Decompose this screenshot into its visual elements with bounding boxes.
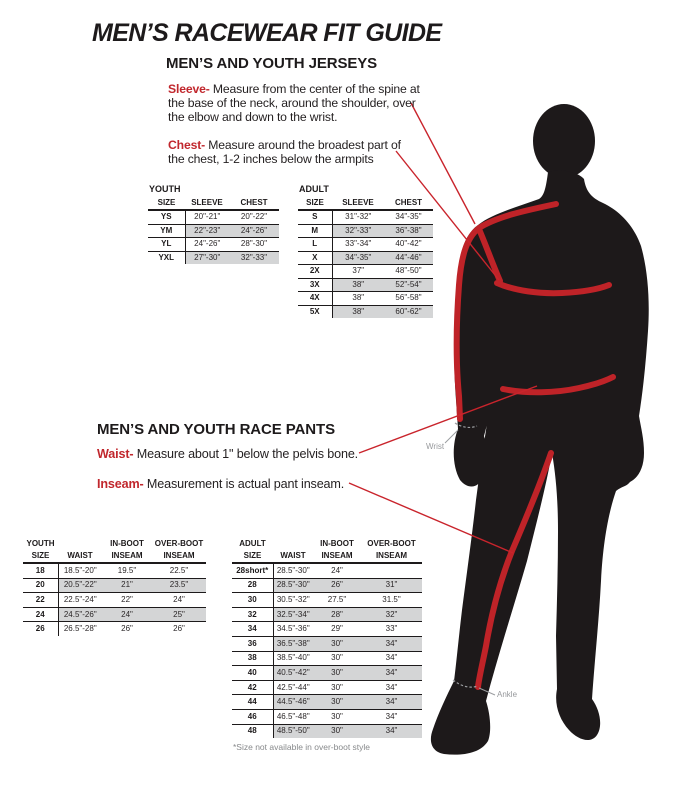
table-row [232, 651, 422, 666]
waist-description [97, 447, 358, 461]
size-cell: 4X [298, 292, 332, 306]
column-header-top: OVER-BOOT [154, 539, 204, 548]
column-header: SLEEVE [332, 197, 384, 210]
inseam-term-label: Inseam- [97, 477, 144, 491]
value-cell: 32.5"-34" [273, 607, 313, 622]
value-cell: 30" [313, 651, 361, 666]
column-header: CHEST [384, 197, 433, 210]
value-cell: 24.5"-26" [58, 607, 102, 622]
waist-description-text: Measure about 1" below the pelvis bone. [133, 447, 359, 461]
value-cell: 30" [313, 695, 361, 710]
table-row [232, 636, 422, 651]
size-cell: 2X [298, 265, 332, 279]
ankle-label: Ankle [497, 690, 518, 699]
value-cell: 24" [313, 563, 361, 578]
sleeve-term-label: Sleeve- [168, 82, 210, 96]
wrist-label: Wrist [426, 442, 445, 451]
table-row [298, 251, 433, 265]
column-header-top: OVER-BOOT [367, 539, 416, 548]
table-row [23, 607, 206, 622]
size-cell: M [298, 224, 332, 238]
column-header: INSEAM [152, 550, 206, 563]
size-cell: 44 [232, 695, 273, 710]
value-cell: 27"-30" [185, 251, 229, 264]
value-cell: 20"-22" [229, 210, 279, 224]
value-cell: 38" [332, 278, 384, 292]
size-cell: 24 [23, 607, 58, 622]
table-row [298, 224, 433, 238]
table-row [232, 709, 422, 724]
table-row [232, 578, 422, 593]
value-cell: 21" [102, 578, 152, 593]
value-cell: 34.5"-36" [273, 622, 313, 637]
value-cell: 40.5"-42" [273, 666, 313, 681]
size-cell: 36 [232, 636, 273, 651]
value-cell: 28" [313, 607, 361, 622]
value-cell: 30" [313, 724, 361, 738]
column-header: SLEEVE [185, 197, 229, 210]
value-cell: 20.5"-22" [58, 578, 102, 593]
value-cell: 48.5"-50" [273, 724, 313, 738]
column-header-top: ADULT [239, 539, 266, 548]
table-row [148, 251, 279, 264]
column-header-top: YOUTH [26, 539, 55, 548]
table-row [232, 593, 422, 608]
table-row [298, 210, 433, 224]
size-table [298, 197, 433, 318]
size-cell: 40 [232, 666, 273, 681]
value-cell: 34" [361, 680, 422, 695]
value-cell: 34"-35" [332, 251, 384, 265]
value-cell: 30" [313, 680, 361, 695]
column-header-top [273, 538, 313, 550]
size-cell: 42 [232, 680, 273, 695]
value-cell: 33" [361, 622, 422, 637]
value-cell: 34" [361, 724, 422, 738]
chest-term-label: Chest- [168, 138, 206, 152]
column-header: WAIST [58, 550, 102, 563]
value-cell: 28.5"-30" [273, 563, 313, 578]
value-cell: 24" [152, 593, 206, 608]
value-cell: 28"-30" [229, 238, 279, 252]
column-header: SIZE [232, 550, 273, 563]
table-row [148, 210, 279, 224]
value-cell: 38.5"-40" [273, 651, 313, 666]
size-table [23, 538, 206, 636]
table-row [232, 724, 422, 738]
jersey-youth-size-table [148, 183, 279, 264]
table-row [23, 622, 206, 636]
table-row [232, 695, 422, 710]
value-cell: 32" [361, 607, 422, 622]
value-cell: 28.5"-30" [273, 578, 313, 593]
value-cell [361, 563, 422, 578]
column-header-top: IN-BOOT [320, 539, 354, 548]
column-header: INSEAM [361, 550, 422, 563]
value-cell: 22.5"-24" [58, 593, 102, 608]
size-cell: 20 [23, 578, 58, 593]
value-cell: 30" [313, 666, 361, 681]
value-cell: 52"-54" [384, 278, 433, 292]
value-cell: 36.5"-38" [273, 636, 313, 651]
value-cell: 42.5"-44" [273, 680, 313, 695]
value-cell: 38" [332, 305, 384, 318]
value-cell: 22"-23" [185, 224, 229, 238]
size-cell: YM [148, 224, 185, 238]
table-row [23, 563, 206, 578]
table-row [232, 666, 422, 681]
value-cell: 44"-46" [384, 251, 433, 265]
jerseys-section-heading: MEN’S AND YOUTH JERSEYS [166, 55, 378, 72]
pants-footnote: *Size not available in over-boot style [233, 742, 371, 752]
column-header: SIZE [23, 550, 58, 563]
value-cell: 31" [361, 578, 422, 593]
size-cell: YXL [148, 251, 185, 264]
table-row [298, 292, 433, 306]
size-cell: 22 [23, 593, 58, 608]
value-cell: 46.5"-48" [273, 709, 313, 724]
column-header: INSEAM [102, 550, 152, 563]
value-cell: 26" [121, 624, 133, 634]
column-header: CHEST [229, 197, 279, 210]
table-row [298, 278, 433, 292]
size-table [232, 538, 422, 738]
column-header: INSEAM [313, 550, 361, 563]
value-cell: 24"-26" [185, 238, 229, 252]
inseam-description [97, 477, 344, 491]
size-cell: 18 [23, 563, 58, 578]
value-cell: 34"-35" [384, 210, 433, 224]
value-cell: 22" [102, 593, 152, 608]
table-row [298, 238, 433, 252]
value-cell: 18.5"-20" [58, 563, 102, 578]
table-group-label: YOUTH [149, 184, 181, 194]
value-cell: 30" [313, 636, 361, 651]
column-header: WAIST [273, 550, 313, 563]
table-row [23, 593, 206, 608]
size-cell: 48 [232, 724, 273, 738]
value-cell: 34" [361, 695, 422, 710]
table-row [232, 622, 422, 637]
table-row [148, 238, 279, 252]
table-row [232, 607, 422, 622]
value-cell: 32"-33" [229, 251, 279, 264]
value-cell: 34" [361, 709, 422, 724]
size-cell: 3X [298, 278, 332, 292]
column-header: SIZE [298, 197, 332, 210]
column-header: SIZE [148, 197, 185, 210]
sleeve-description [168, 82, 424, 124]
table-row [148, 224, 279, 238]
value-cell: 40"-42" [384, 238, 433, 252]
size-cell: 38 [232, 651, 273, 666]
column-header-top [58, 538, 102, 550]
size-cell: 32 [232, 607, 273, 622]
table-row [23, 578, 206, 593]
chest-description [168, 138, 414, 166]
size-cell: YS [148, 210, 185, 224]
value-cell: 44.5"-46" [273, 695, 313, 710]
table-row [232, 563, 422, 578]
value-cell: 31.5" [361, 593, 422, 608]
size-cell: 34 [232, 622, 273, 637]
value-cell: 24" [102, 607, 152, 622]
value-cell: 33"-34" [332, 238, 384, 252]
value-cell: 30" [313, 709, 361, 724]
waist-term-label: Waist- [97, 447, 134, 461]
value-cell: 32"-33" [332, 224, 384, 238]
chest-description-text: Measure around the broadest part of the chest, 1-2 inches below the armpits [168, 138, 401, 166]
size-cell: 46 [232, 709, 273, 724]
value-cell: 37" [332, 265, 384, 279]
size-cell: 30 [232, 593, 273, 608]
pants-youth-size-table [23, 538, 206, 636]
value-cell: 60"-62" [384, 305, 433, 318]
size-cell: YL [148, 238, 185, 252]
value-cell: 34" [361, 636, 422, 651]
sleeve-description-text: Measure from the center of the spine at the base of the neck, around the shoulder, over the elbow and down to the wrist. [168, 82, 420, 124]
value-cell: 30.5"-32" [273, 593, 313, 608]
column-header-top: IN-BOOT [110, 539, 144, 548]
table-group-label: ADULT [299, 184, 329, 194]
value-cell: 26.5"-28" [63, 624, 97, 634]
size-cell: 28short* [232, 563, 273, 578]
value-cell: 36"-38" [384, 224, 433, 238]
size-cell: S [298, 210, 332, 224]
size-cell: 5X [298, 305, 332, 318]
pants-section-heading: MEN’S AND YOUTH RACE PANTS [97, 421, 335, 438]
jersey-adult-size-table [298, 183, 433, 318]
table-row [232, 680, 422, 695]
value-cell: 34" [361, 651, 422, 666]
size-table [148, 197, 279, 264]
value-cell: 26" [173, 624, 185, 634]
value-cell: 20"-21" [185, 210, 229, 224]
value-cell: 24"-26" [229, 224, 279, 238]
value-cell: 25" [152, 607, 206, 622]
table-row [298, 305, 433, 318]
value-cell: 19.5" [102, 563, 152, 578]
pants-adult-size-table [232, 538, 422, 738]
value-cell: 31"-32" [332, 210, 384, 224]
value-cell: 29" [313, 622, 361, 637]
size-cell: X [298, 251, 332, 265]
value-cell: 26" [313, 578, 361, 593]
value-cell: 38" [332, 292, 384, 306]
inseam-description-text: Measurement is actual pant inseam. [143, 477, 345, 491]
table-row [298, 265, 433, 279]
value-cell: 56"-58" [384, 292, 433, 306]
page-title: MEN’S RACEWEAR FIT GUIDE [92, 19, 442, 47]
size-cell: L [298, 238, 332, 252]
value-cell: 22.5" [152, 563, 206, 578]
size-cell: 26 [23, 622, 58, 636]
value-cell: 23.5" [152, 578, 206, 593]
value-cell: 34" [361, 666, 422, 681]
size-cell: 28 [232, 578, 273, 593]
value-cell: 27.5" [313, 593, 361, 608]
value-cell: 48"-50" [384, 265, 433, 279]
